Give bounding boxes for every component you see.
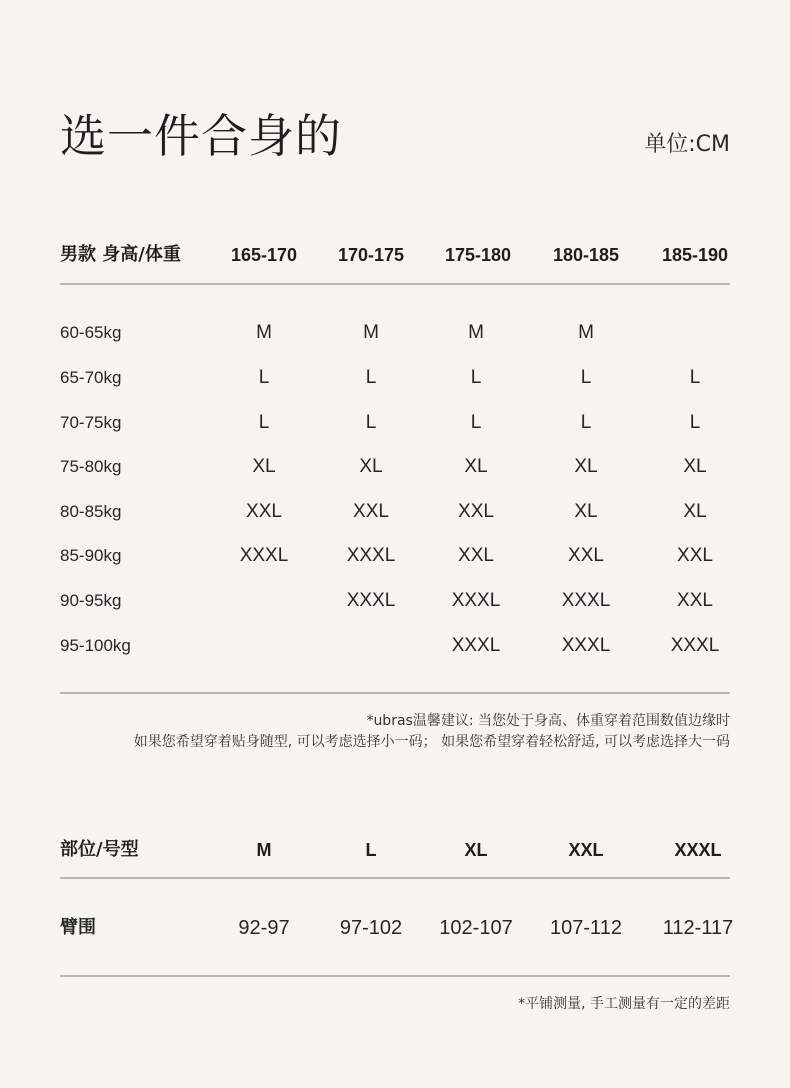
measure-value: 102-107 — [439, 917, 513, 939]
measure-value: 92-97 — [238, 917, 290, 939]
size-cell: XXXL — [451, 590, 501, 611]
divider — [60, 877, 730, 879]
table-row — [60, 452, 730, 482]
table-row — [60, 586, 730, 616]
header-label: 部位/号型 — [60, 839, 139, 860]
size-col: XXXL — [674, 840, 722, 860]
weight-label: 80-85kg — [60, 502, 122, 521]
size-cell: XXL — [246, 501, 282, 522]
weight-label: 75-80kg — [60, 457, 122, 476]
size-cell: XL — [574, 456, 598, 477]
weight-label: 60-65kg — [60, 323, 122, 342]
measure-value: 97-102 — [339, 917, 403, 939]
size-cell: M — [363, 322, 379, 343]
weight-label: 70-75kg — [60, 413, 122, 432]
size-col: M — [256, 840, 272, 860]
size-cell: XL — [464, 456, 488, 477]
height-col: 165-170 — [230, 245, 298, 265]
size-cell: L — [470, 367, 482, 388]
size-cell: L — [689, 412, 701, 433]
advice-line: *ubras温馨建议: 当您处于身高、体重穿着范围数值边缘时 — [366, 713, 730, 729]
divider — [60, 975, 730, 977]
size-cell: XXL — [568, 545, 604, 566]
advice-note — [134, 711, 730, 753]
size-cell: XXXL — [561, 635, 611, 656]
weight-label: 65-70kg — [60, 368, 122, 387]
size-cell: XL — [252, 456, 276, 477]
advice-line: 如果您希望穿着贴身随型, 可以考虑选择小一码； 如果您希望穿着轻松舒适, 可以考虑选择大一码 — [133, 734, 730, 750]
size-cell: M — [256, 322, 272, 343]
measure-value: 112-117 — [662, 917, 734, 939]
footnote: *平铺测量, 手工测量有一定的差距 — [518, 996, 730, 1012]
table-row — [60, 913, 734, 943]
unit-label: 单位:CM — [644, 132, 730, 157]
size-cell: XXXL — [670, 635, 720, 656]
table-row — [60, 631, 730, 661]
table-row — [60, 541, 730, 571]
size-cell: XL — [359, 456, 383, 477]
size-cell: L — [258, 367, 270, 388]
height-col: 185-190 — [661, 245, 729, 265]
divider — [60, 283, 730, 285]
size-table-header — [60, 240, 730, 270]
weight-label: 95-100kg — [60, 636, 131, 655]
size-cell: XXL — [353, 501, 389, 522]
size-cell: XXXL — [346, 590, 396, 611]
size-cell: L — [365, 412, 377, 433]
size-cell: XXL — [677, 590, 713, 611]
size-cell: L — [258, 412, 270, 433]
size-col: XXL — [568, 840, 604, 860]
size-cell: L — [580, 367, 592, 388]
size-cell: XXXL — [561, 590, 611, 611]
height-col: 175-180 — [444, 245, 512, 265]
size-cell: XXL — [458, 545, 494, 566]
size-cell: XXXL — [239, 545, 289, 566]
size-cell: XL — [683, 501, 707, 522]
weight-label: 90-95kg — [60, 591, 122, 610]
size-col: L — [365, 840, 377, 860]
measure-table-header — [60, 835, 730, 865]
divider — [60, 692, 730, 694]
weight-label: 85-90kg — [60, 546, 122, 565]
size-cell: M — [578, 322, 594, 343]
size-cell: L — [365, 367, 377, 388]
height-col: 170-175 — [337, 245, 405, 265]
header-label: 男款 身高/体重 — [60, 244, 181, 265]
size-cell: L — [689, 367, 701, 388]
size-cell: M — [468, 322, 484, 343]
size-cell: XXXL — [451, 635, 501, 656]
table-row — [60, 318, 730, 348]
table-row — [60, 408, 730, 438]
size-cell: XL — [574, 501, 598, 522]
row-label: 臂围 — [60, 917, 96, 938]
height-col: 180-185 — [552, 245, 620, 265]
size-cell: XXL — [458, 501, 494, 522]
page-title: 选一件合身的 — [60, 109, 342, 163]
size-cell: XXXL — [346, 545, 396, 566]
size-cell: L — [470, 412, 482, 433]
size-cell: XXL — [677, 545, 713, 566]
size-cell: XL — [683, 456, 707, 477]
size-cell: L — [580, 412, 592, 433]
table-row — [60, 497, 730, 527]
size-col: XL — [464, 840, 488, 860]
table-row — [60, 363, 730, 393]
measure-value: 107-112 — [550, 917, 622, 939]
